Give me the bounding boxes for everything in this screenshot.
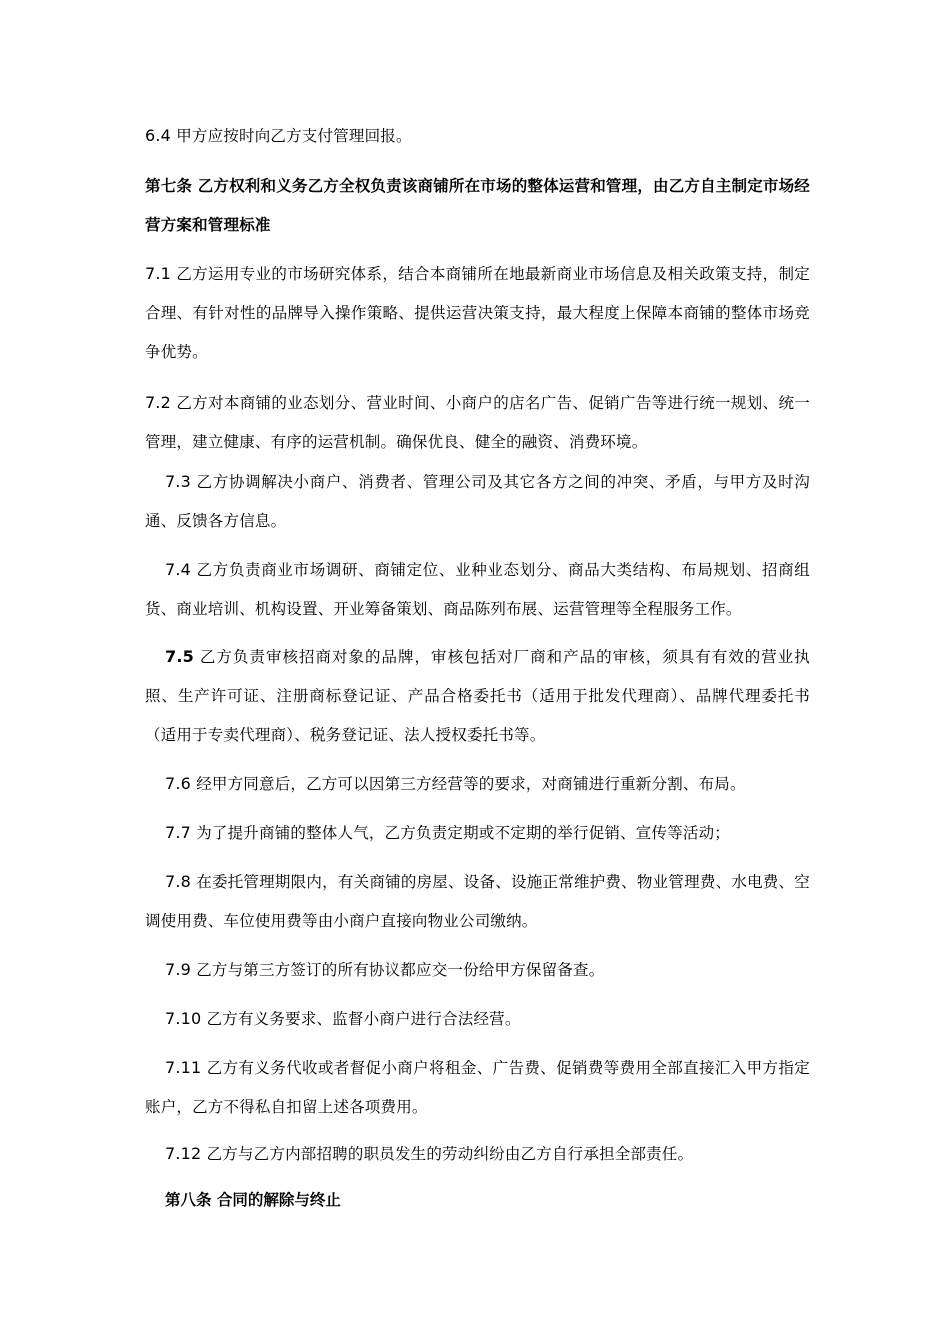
clause-text: 乙方与第三方签订的所有协议都应交一份给甲方保留备查。 <box>196 961 605 979</box>
clause-number: 6.4 <box>145 126 172 145</box>
clause-number: 7.10 <box>165 1009 202 1028</box>
clause-number: 7.6 <box>165 774 192 793</box>
clause-6-4 <box>145 116 810 156</box>
clause-text: 乙方与乙方内部招聘的职员发生的劳动纠纷由乙方自行承担全部责任。 <box>206 1145 694 1163</box>
clause-text: 乙方负责商业市场调研、商铺定位、业种业态划分、商品大类结构、布局规划、招商组货、商业培训、机构设置、开业筹备策划、商品陈列布展、运营管理等全程服务工作。 <box>145 561 810 618</box>
clause-7-3 <box>145 462 810 541</box>
clause-number: 7.11 <box>165 1058 202 1077</box>
clause-text: 乙方负责审核招商对象的品牌，审核包括对厂商和产品的审核，须具有有效的营业执照、生产许可证、注册商标登记证、产品合格委托书（适用于批发代理商）、品牌代理委托书（适用于专卖代理商）、税务登记证、法人授权委托书等。 <box>145 648 810 744</box>
clause-7-6 <box>145 764 810 804</box>
clause-number: 7.1 <box>145 264 172 283</box>
article-7-heading <box>145 167 810 245</box>
clause-7-5 <box>145 637 810 755</box>
clause-text: 乙方对本商铺的业态划分、营业时间、小商户的店名广告、促销广告等进行统一规划、统一管理，建立健康、有序的运营机制。确保优良、健全的融资、消费环境。 <box>145 394 810 451</box>
clause-number: 7.4 <box>165 560 192 579</box>
clause-text: 乙方有义务要求、监督小商户进行合法经营。 <box>206 1010 521 1028</box>
clause-7-2 <box>145 383 810 462</box>
clause-text: 乙方有义务代收或者督促小商户将租金、广告费、促销费等费用全部直接汇入甲方指定账户，乙方不得私自扣留上述各项费用。 <box>145 1059 810 1116</box>
clause-text: 为了提升商铺的整体人气，乙方负责定期或不定期的举行促销、宣传等活动； <box>196 824 730 842</box>
clause-7-11 <box>145 1048 810 1127</box>
clause-text: 乙方运用专业的市场研究体系，结合本商铺所在地最新商业市场信息及相关政策支持，制定合理、有针对性的品牌导入操作策略、提供运营决策支持，最大程度上保障本商铺的整体市场竞争优势。 <box>145 265 810 361</box>
clause-number: 7.5 <box>165 647 194 666</box>
clause-number: 7.7 <box>165 823 192 842</box>
clause-number: 7.9 <box>165 960 192 979</box>
clause-7-9 <box>145 950 810 990</box>
clause-7-10 <box>145 999 810 1039</box>
clause-7-1 <box>145 254 810 372</box>
clause-text: 乙方协调解决小商户、消费者、管理公司及其它各方之间的冲突、矛盾，与甲方及时沟通、反馈各方信息。 <box>145 473 810 530</box>
clause-number: 7.2 <box>145 393 172 412</box>
clause-7-4 <box>145 550 810 629</box>
article-8-heading <box>165 1181 341 1220</box>
clause-text: 甲方应按时向乙方支付管理回报。 <box>176 127 412 145</box>
clause-text: 在委托管理期限内，有关商铺的房屋、设备、设施正常维护费、物业管理费、水电费、空调使用费、车位使用费等由小商户直接向物业公司缴纳。 <box>145 873 810 930</box>
heading-text: 第八条 合同的解除与终止 <box>165 1191 341 1209</box>
clause-7-7 <box>145 813 810 853</box>
clause-7-8 <box>145 862 810 941</box>
clause-7-12 <box>145 1134 810 1174</box>
clause-text: 经甲方同意后，乙方可以因第三方经营等的要求，对商铺进行重新分割、布局。 <box>196 775 746 793</box>
clause-number: 7.12 <box>165 1144 202 1163</box>
clause-number: 7.3 <box>165 472 192 491</box>
clause-number: 7.8 <box>165 872 192 891</box>
heading-text: 第七条 乙方权利和义务乙方全权负责该商铺所在市场的整体运营和管理，由乙方自主制定市场经营方案和管理标准 <box>145 177 810 234</box>
